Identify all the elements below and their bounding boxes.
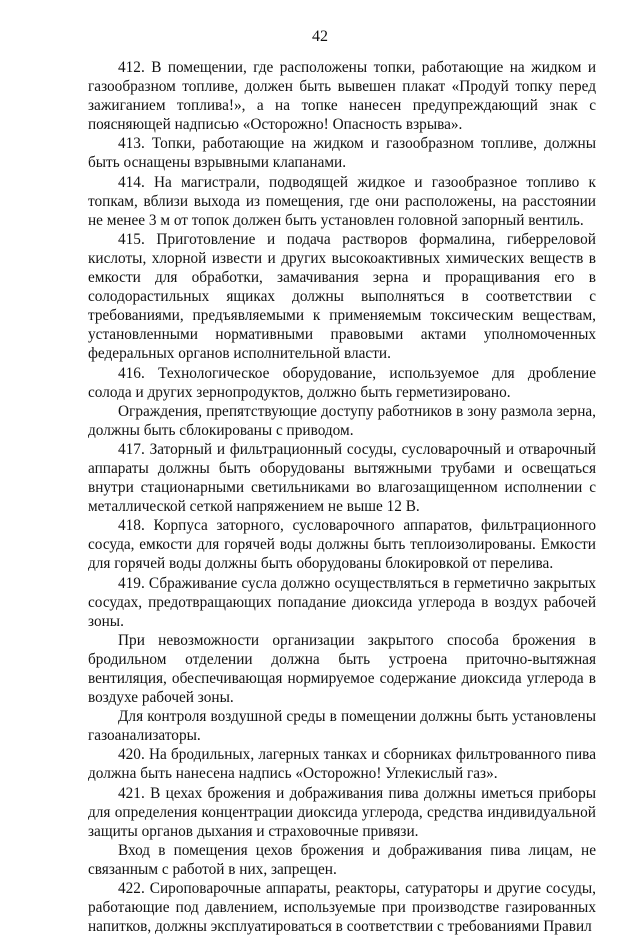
paragraph-421-entry: Вход в помещения цехов брожения и дображивания пива лицам, не связанным с работой в них, запрещен. [88,841,596,878]
paragraph-419-gas-analyzers: Для контроля воздушной среды в помещении должны быть установлены газоанализаторы. [88,708,596,745]
paragraph-416: 416. Технологическое оборудование, используемое для дробление солода и других зернопродуктов, должно быть герметизировано. [88,364,596,401]
page-number: 42 [312,28,328,45]
paragraph-412: 412. В помещении, где расположены топки, работающие на жидком и газообразном топливе, должен быть вывешен плакат «Продуй топку перед зажиганием топлива!», а на топке нанесен предупреждающий знак с поясняющей надписью «Осторожно! Опасность взрыва». [88,59,596,134]
paragraph-415: 415. Приготовление и подача растворов формалина, гиберреловой кислоты, хлорной извести и других высокоактивных химических веществ в емкости для обработки, замачивания зерна и проращивания его в солодорастильных ящиках должны выполняться в соответствии с требованиями, предъявляемыми к применяемым токсическим веществам, установленными нормативными правовыми актами уполномоченных федеральных органов исполнительной власти. [88,230,596,363]
paragraph-413: 413. Топки, работающие на жидком и газообразном топливе, должны быть оснащены взрывными клапанами. [88,135,596,172]
paragraph-422: 422. Сироповарочные аппараты, реакторы, сатураторы и другие сосуды, работающие под давлением, используемые при производстве газированных напитков, должны эксплуатироваться в соответствии с требованиями Правил [88,880,596,936]
paragraph-414: 414. На магистрали, подводящей жидкое и газообразное топливо к топкам, вблизи выхода из помещения, где они расположены, на расстоянии не менее 3 м от топок должен быть установлен головной запорный вентиль. [88,173,596,229]
paragraph-416-guards: Ограждения, препятствующие доступу работников в зону размола зерна, должны быть сблокированы с приводом. [88,402,596,439]
paragraph-419: 419. Сбраживание сусла должно осуществляться в герметично закрытых сосудах, предотвращающих попадание диоксида углерода в воздух рабочей зоны. [88,574,596,630]
paragraph-421: 421. В цехах брожения и дображивания пива должны иметься приборы для определения концентрации диоксида углерода, средства индивидуальной защиты органов дыхания и страховочные привязи. [88,784,596,840]
paragraph-419-ventilation: При невозможности организации закрытого способа брожения в бродильном отделении должна быть устроена приточно-вытяжная вентиляция, обеспечивающая нормируемое содержание диоксида углерода в воздухе рабочей зоны. [88,631,596,707]
paragraph-418: 418. Корпуса заторного, сусловарочного аппаратов, фильтрационного сосуда, емкости для горячей воды должны быть теплоизолированы. Емкости для горячей воды должны быть оборудованы блокировкой от перелива. [88,517,596,573]
paragraph-420: 420. На бродильных, лагерных танках и сборниках фильтрованного пива должна быть нанесена надпись «Осторожно! Углекислый газ». [88,746,596,783]
paragraph-417: 417. Заторный и фильтрационный сосуды, сусловарочный и отварочный аппараты должны быть оборудованы вытяжными трубами и освещаться внутри стационарными светильниками во влагозащищенном исполнении с металлической сеткой напряжением не выше 12 В. [88,440,596,516]
document-body [88,58,596,936]
